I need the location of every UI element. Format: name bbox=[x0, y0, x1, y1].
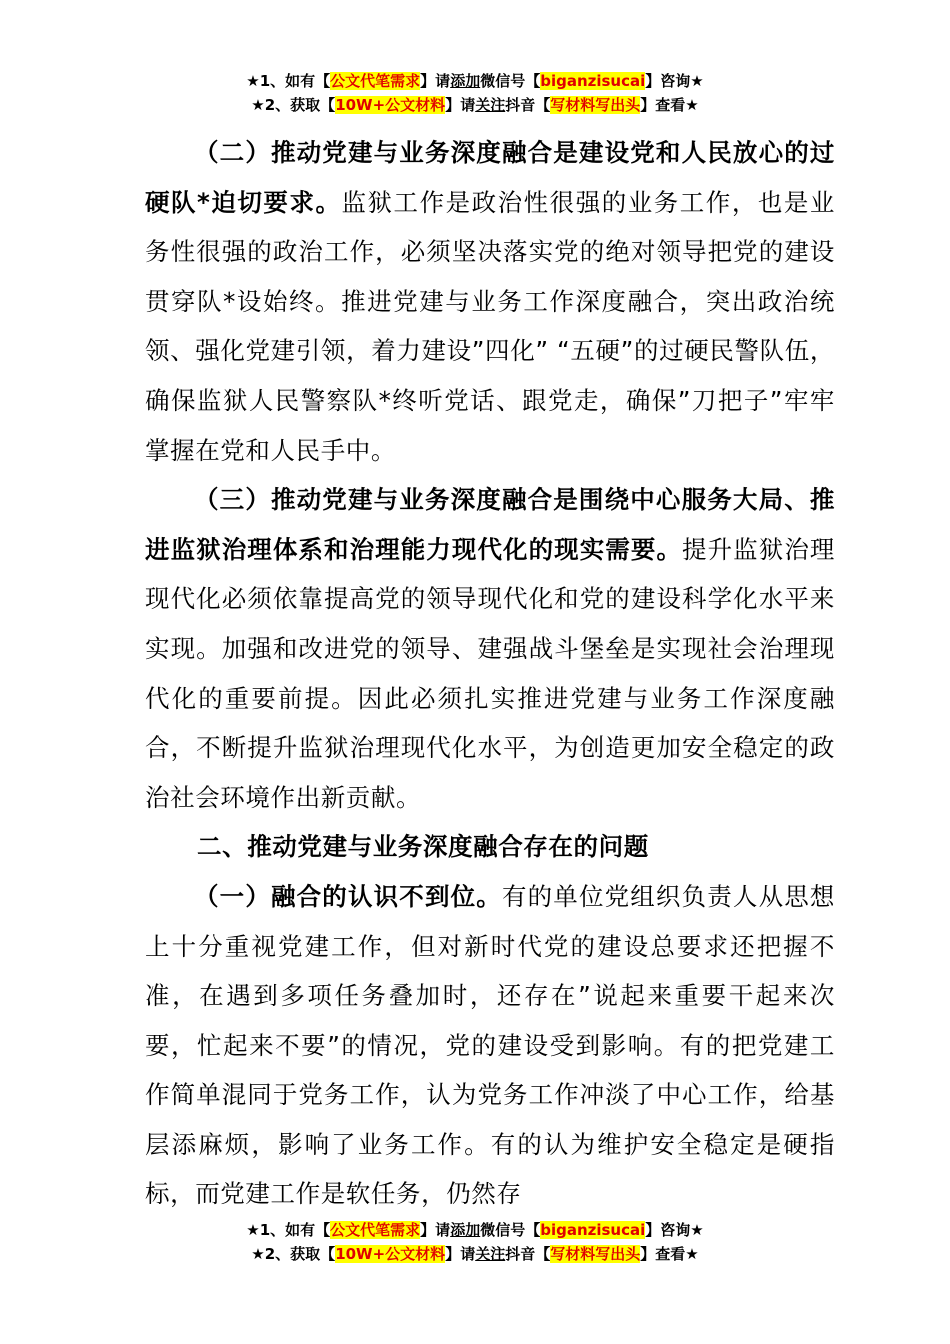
document-body bbox=[145, 128, 835, 1219]
banner-highlight: 写材料写出头 bbox=[550, 1245, 641, 1263]
paragraph-text: 提升监狱治理现代化必须依靠提高党的领导现代化和党的建设科学化水平来实现。加强和改进党的领导、建强战斗堡垒是实现社会治理现代化的重要前提。因此必须扎实推进党建与业务工作深度融合，不断提升监狱治理现代化水平，为创造更加安全稳定的政治社会环境作出新贡献。 bbox=[145, 534, 835, 812]
banner-text: ★1、如有【 bbox=[246, 1221, 331, 1239]
banner-text: 】请 bbox=[420, 72, 451, 90]
footer-banner-line-2 bbox=[0, 1243, 950, 1265]
banner-highlight: 10W+公文材料 bbox=[335, 1245, 446, 1263]
banner-highlight: 写材料写出头 bbox=[550, 96, 641, 114]
banner-text: 】请 bbox=[420, 1221, 451, 1239]
paragraph bbox=[145, 128, 835, 475]
banner-highlight: biganzisucai bbox=[540, 72, 646, 90]
banner-text: 抖音【 bbox=[505, 96, 551, 114]
banner-text: ★1、如有【 bbox=[246, 72, 331, 90]
paragraph bbox=[145, 475, 835, 822]
banner-underline: 关注 bbox=[475, 96, 506, 114]
paragraph-heading: （三）推动党建与业务深度融合是围绕中心服务大局、推进监狱治理体系和治理能力现代化的现实需要。 bbox=[145, 485, 835, 564]
paragraph-text: 有的单位党组织负责人从思想上十分重视党建工作，但对新时代党的建设总要求还把握不准，在遇到多项任务叠加时，还存在”说起来重要干起来次要，忙起来不要”的情况，党的建设受到影响。有的把党建工作简单混同于党务工作，认为党务工作冲淡了中心工作，给基层添麻烦，影响了业务工作。有的认为维护安全稳定是硬指标，而党建工作是软任务，仍然存 bbox=[145, 881, 835, 1209]
paragraph bbox=[145, 872, 835, 1219]
footer-banner-line-1 bbox=[0, 1219, 950, 1241]
banner-text: ★2、获取【 bbox=[251, 96, 336, 114]
banner-text: 微信号【 bbox=[480, 72, 541, 90]
banner-highlight: 公文代笔需求 bbox=[330, 72, 421, 90]
header-banner-line-2 bbox=[0, 94, 950, 116]
section-title: 二、推动党建与业务深度融合存在的问题 bbox=[197, 832, 649, 862]
paragraph-heading: （一）融合的认识不到位。 bbox=[194, 881, 502, 911]
banner-text: 】查看★ bbox=[640, 96, 699, 114]
banner-text: 】咨询★ bbox=[645, 72, 704, 90]
banner-text: 】请 bbox=[445, 96, 476, 114]
banner-highlight: 公文代笔需求 bbox=[330, 1221, 421, 1239]
section-heading bbox=[145, 822, 835, 872]
banner-text: ★2、获取【 bbox=[251, 1245, 336, 1263]
banner-underline: 添加 bbox=[450, 1221, 481, 1239]
banner-highlight: 10W+公文材料 bbox=[335, 96, 446, 114]
banner-underline: 关注 bbox=[475, 1245, 506, 1263]
banner-text: 】咨询★ bbox=[645, 1221, 704, 1239]
header-banner-line-1 bbox=[0, 70, 950, 92]
banner-text: 微信号【 bbox=[480, 1221, 541, 1239]
paragraph-text: 监狱工作是政治性很强的业务工作，也是业务性很强的政治工作，必须坚决落实党的绝对领导把党的建设贯穿队*设始终。推进党建与业务工作深度融合，突出政治统领、强化党建引领，着力建设”四化” “五硬”的过硬民警队伍，确保监狱人民警察队*终听党话、跟党走，确保”刀把子”牢牢掌握在党和人民手中。 bbox=[145, 187, 835, 465]
banner-text: 】请 bbox=[445, 1245, 476, 1263]
paragraph-heading: （二）推动党建与业务深度融合是建设党和人民放心的过硬队*迫切要求。 bbox=[145, 138, 835, 217]
banner-underline: 添加 bbox=[450, 72, 481, 90]
banner-text: 】查看★ bbox=[640, 1245, 699, 1263]
banner-highlight: biganzisucai bbox=[540, 1221, 646, 1239]
banner-text: 抖音【 bbox=[505, 1245, 551, 1263]
